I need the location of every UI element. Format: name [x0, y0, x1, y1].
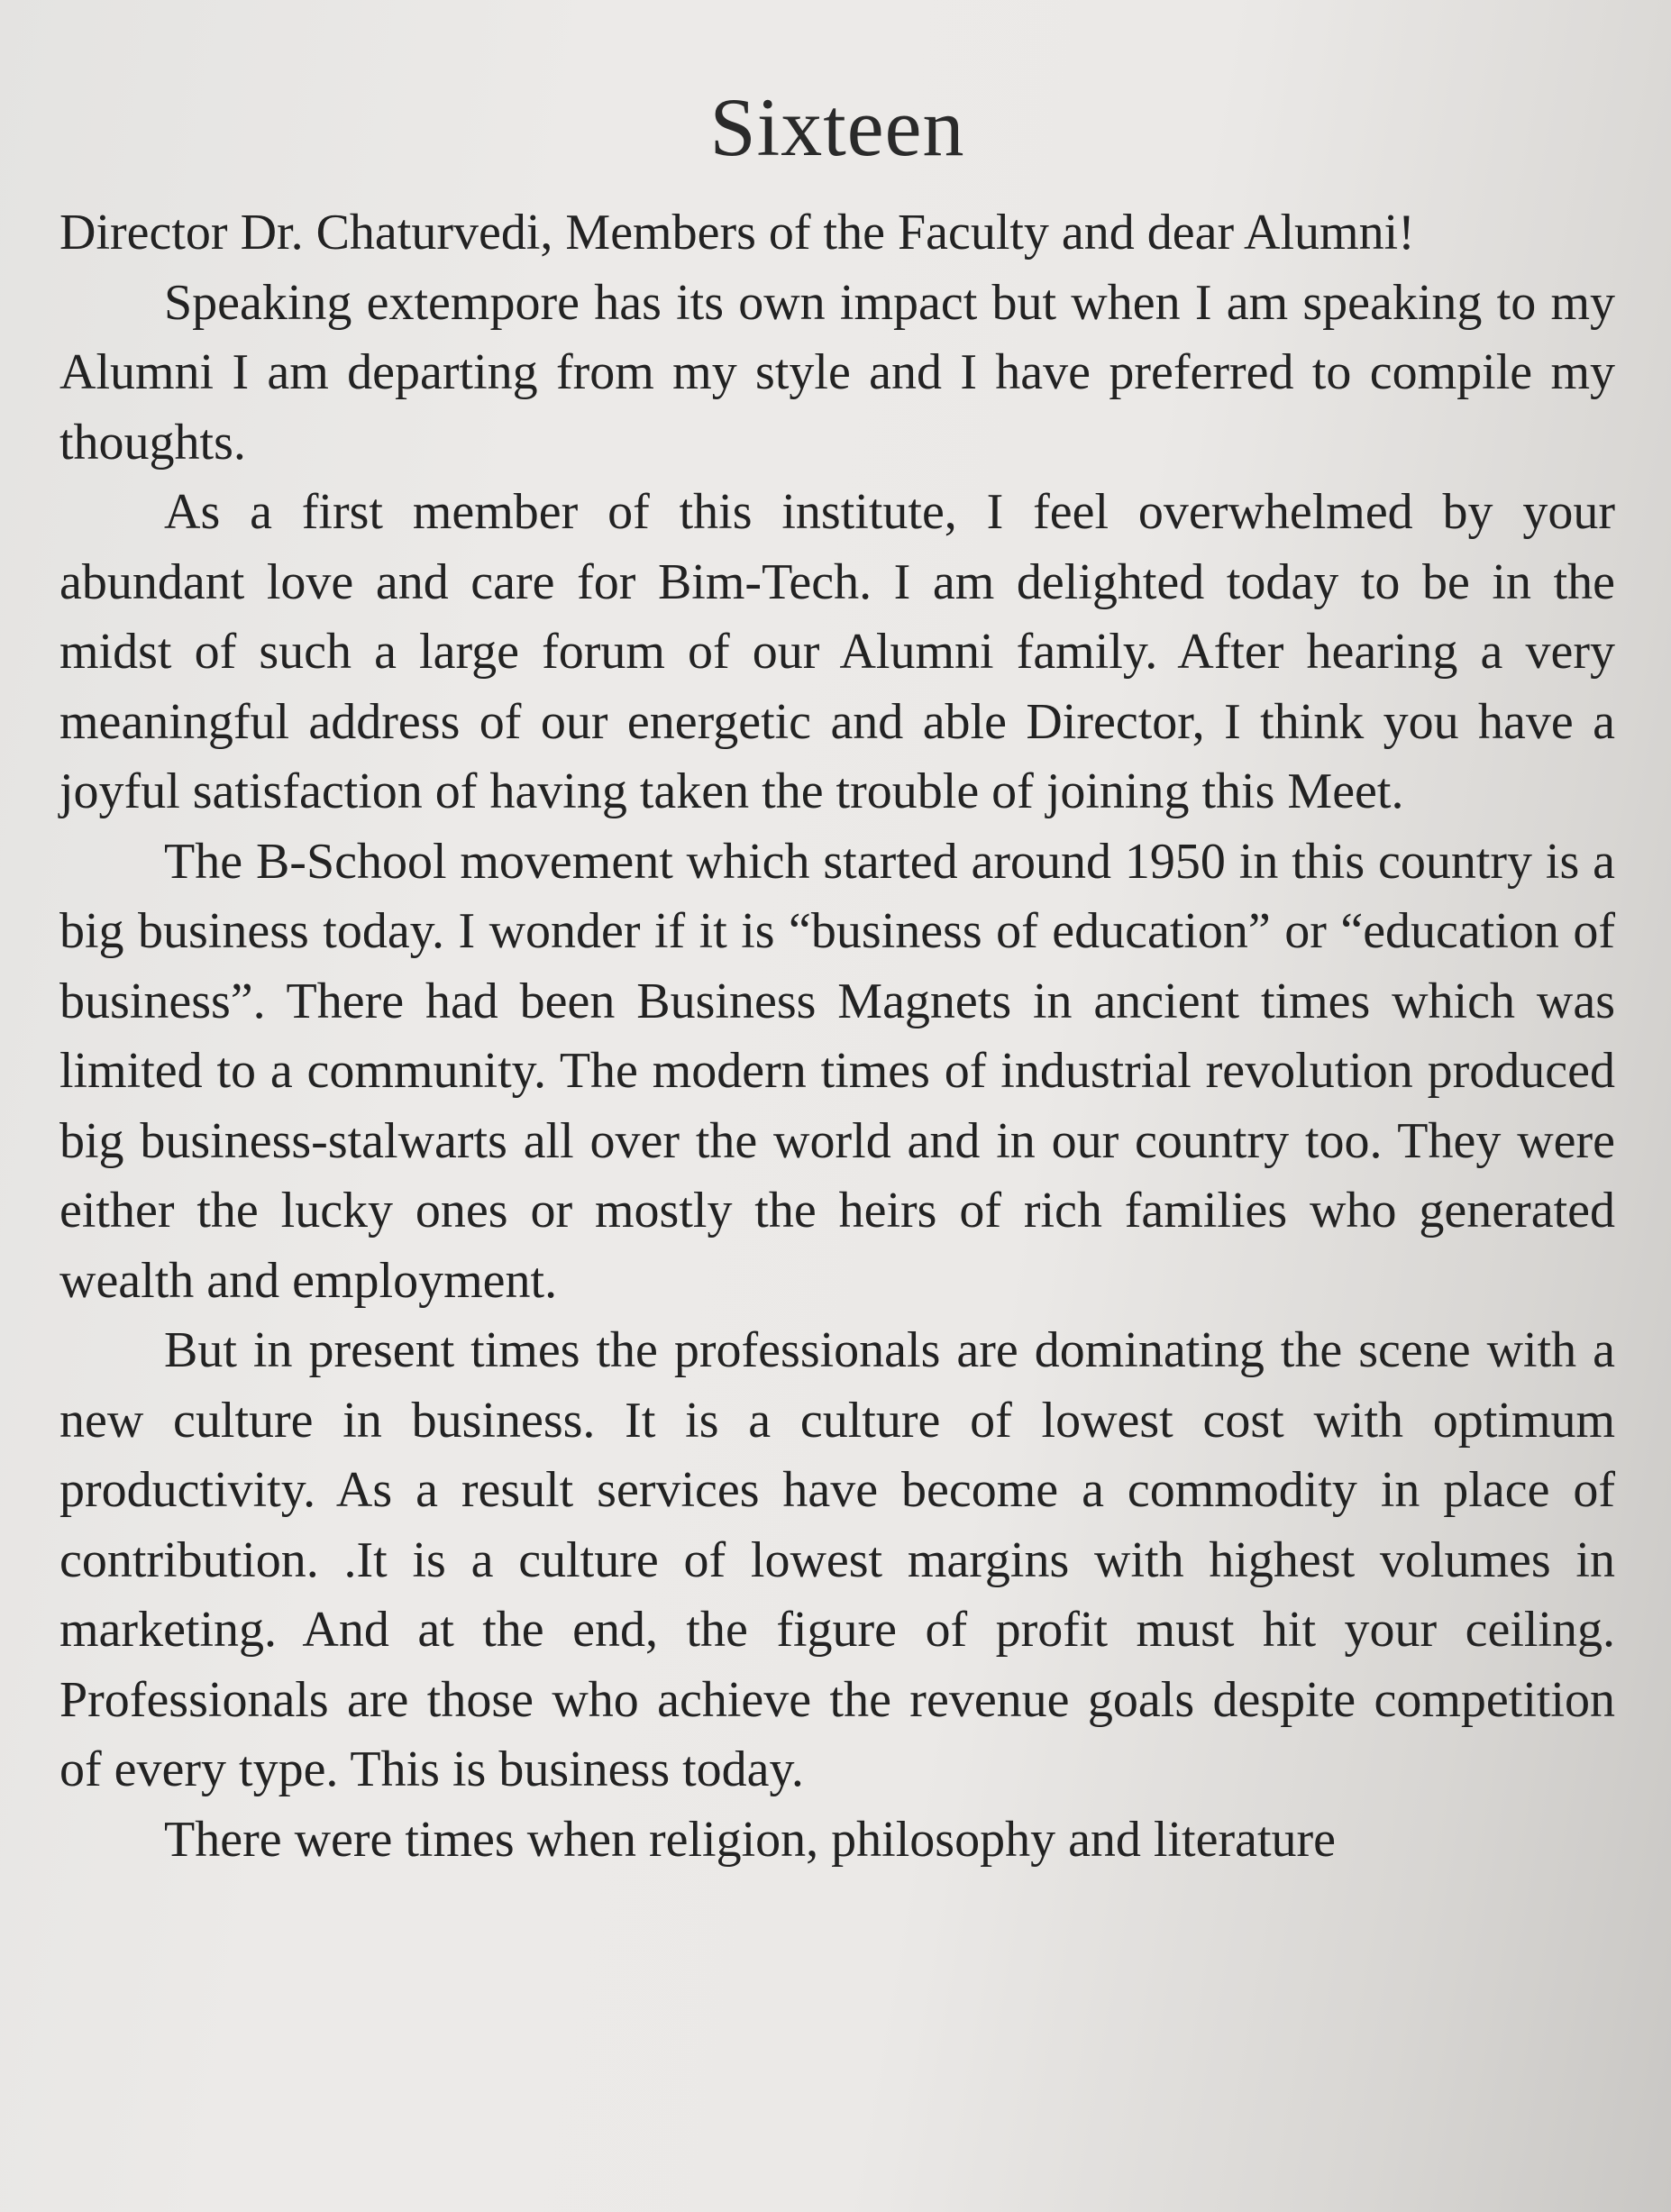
paragraph-2: As a first member of this institute, I feel overwhelmed by your abundant love and care for Bim-Tech. I am delighted today to be in the midst of such a large forum of our Alumni family. After hearing a very meaningful address of our energetic and able Director, I think you have a joyful satisfaction of having taken the trouble of joining this Meet.: [59, 484, 1615, 819]
chapter-heading: Sixteen: [709, 81, 965, 173]
paragraph-5: There were times when religion, philosophy and literature: [164, 1811, 1337, 1868]
paragraph-4: But in present times the professionals are dominating the scene with a new culture in business. It is a culture of lowest cost with optimum productivity. As a result services have become a commodity in place of contribution. .It is a culture of lowest margins with highest volumes in marketing. And at the end, the figure of profit must hit your ceiling. Professionals are those who achieve the revenue goals despite competition of every type. This is business today.: [59, 1322, 1615, 1797]
paragraph-1: Speaking extempore has its own impact but when I am speaking to my Alumni I am departing from my style and I have preferred to compile my thoughts.: [59, 274, 1615, 471]
page-body: [59, 198, 1615, 1875]
salutation-line: Director Dr. Chaturvedi, Members of the Faculty and dear Alumni!: [59, 205, 1415, 261]
paragraph-3: The B-School movement which started around 1950 in this country is a big business today. I wonder if it is “business of education” or “education of business”. There had been Business Magnets in ancient times which was limited to a community. The modern times of industrial revolution produced big business-stalwarts all over the world and in our country too. They were either the lucky ones or mostly the heirs of rich families who generated wealth and employment.: [59, 833, 1615, 1309]
